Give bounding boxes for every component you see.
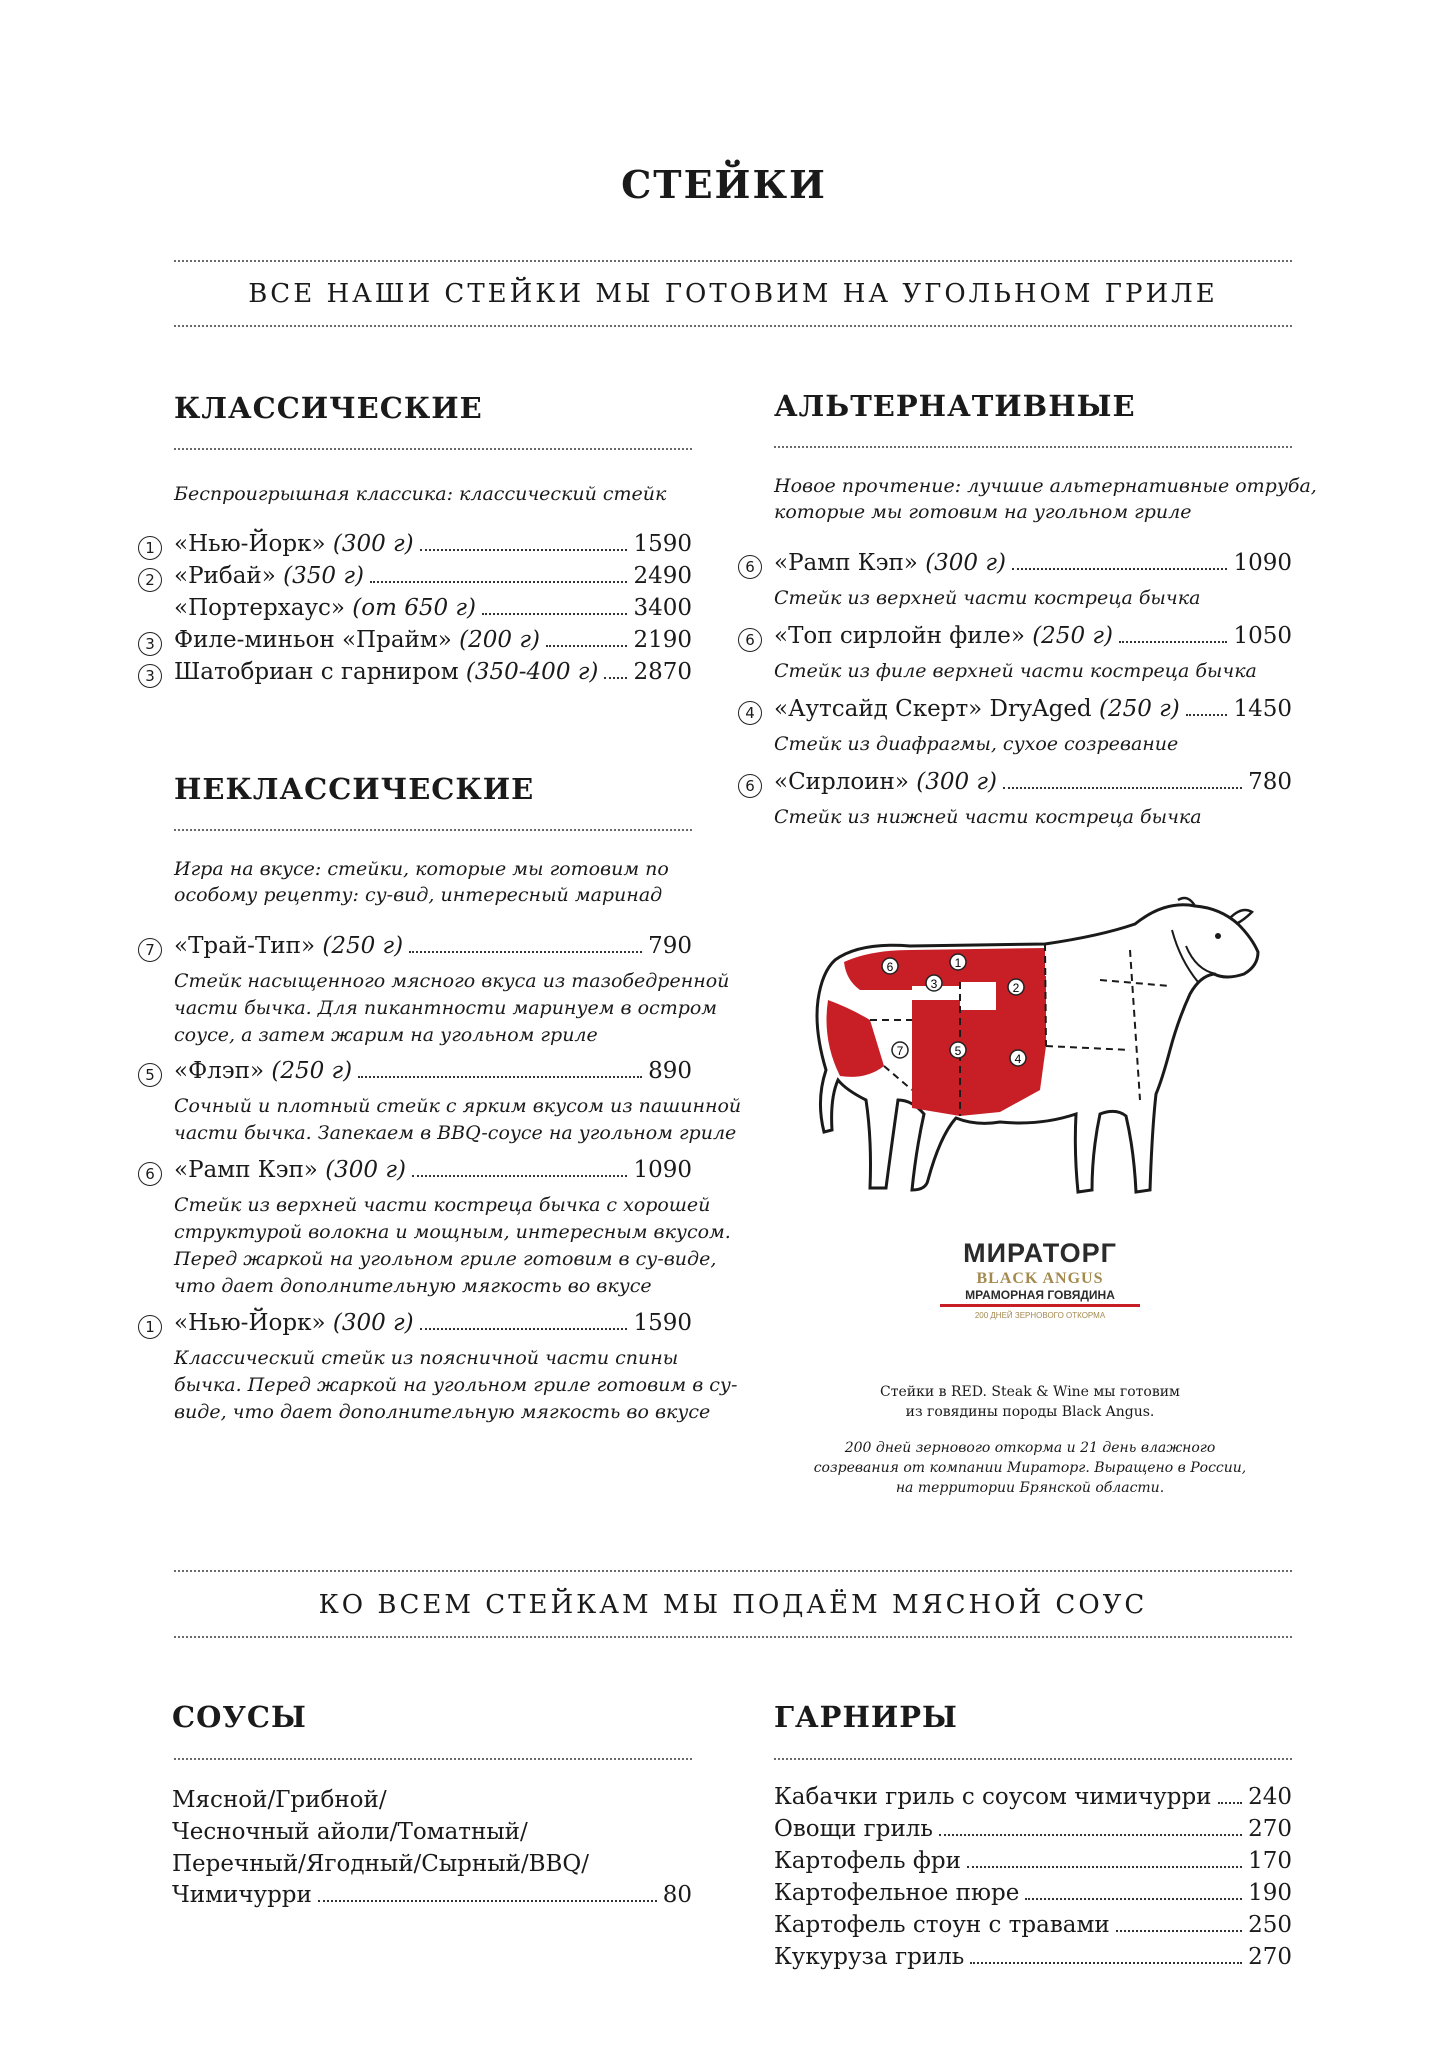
- description-line: виде, что дает дополнительную мягкость во вкусе: [174, 1401, 711, 1423]
- divider: [174, 325, 1292, 327]
- list-item: [145, 659, 692, 685]
- cut-number-badge: 2: [138, 568, 162, 592]
- description-line: Стейк из верхней части костреца бычка с хорошей: [174, 1194, 711, 1216]
- description-line: Классический стейк из поясничной части спины: [174, 1347, 679, 1369]
- item-weight: (350 г): [283, 563, 364, 589]
- caption-line: Стейки в RED. Steak & Wine мы готовим: [880, 1384, 1180, 1400]
- item-price: 170: [1248, 1848, 1292, 1874]
- list-item: [774, 1816, 1292, 1842]
- item-weight: (300 г): [925, 550, 1006, 576]
- cut-label: 2: [1012, 981, 1020, 995]
- dot-leader: [1186, 714, 1228, 716]
- cut-label: 1: [954, 956, 962, 970]
- dot-leader: [967, 1866, 1242, 1868]
- dot-leader: [420, 549, 628, 551]
- dot-leader: [358, 1076, 642, 1078]
- cut-number-badge: 3: [138, 664, 162, 688]
- list-item: [745, 769, 1292, 795]
- alternative-heading: АЛЬТЕРНАТИВНЫЕ: [774, 389, 1136, 423]
- item-name: «Трай-Тип»: [174, 933, 316, 959]
- item-name: «Нью-Йорк»: [174, 1310, 326, 1336]
- cut-number-badge: 6: [738, 555, 762, 579]
- item-weight: (250 г): [322, 933, 404, 959]
- list-item: [145, 563, 692, 589]
- sauces-heading: СОУСЫ: [172, 1700, 307, 1734]
- dot-leader: [412, 1175, 627, 1177]
- cut-marker-3: [926, 975, 942, 991]
- brand-line-1: BLACK ANGUS: [976, 1270, 1104, 1287]
- caption-origin: [760, 1438, 1300, 1498]
- cut-label: 5: [954, 1044, 962, 1058]
- item-price: 270: [1248, 1944, 1292, 1970]
- caption-line: 200 дней зернового откорма и 21 день влажного: [844, 1440, 1216, 1456]
- sauces-list: [172, 1784, 589, 1880]
- dot-leader: [420, 1328, 628, 1330]
- item-price: 240: [1248, 1784, 1292, 1810]
- item-price: 780: [1248, 769, 1292, 795]
- cut-number-badge: 5: [138, 1063, 162, 1087]
- description-line: Сочный и плотный стейк с ярким вкусом из пашинной: [174, 1095, 742, 1117]
- sauce-line: Мясной/Грибной/: [172, 1787, 387, 1813]
- item-price: 1590: [633, 1310, 692, 1336]
- description-line: соусе, а затем жарим на угольном гриле: [174, 1024, 598, 1046]
- sauce-line: Перечный/Ягодный/Сырный/BBQ/: [172, 1851, 590, 1877]
- dot-leader: [1116, 1930, 1242, 1932]
- list-item: [172, 1882, 692, 1908]
- item-name: «Рамп Кэп»: [774, 550, 918, 576]
- cow-eye: [1215, 933, 1221, 939]
- item-weight: (300 г): [332, 531, 414, 557]
- item-price: 270: [1248, 1816, 1292, 1842]
- item-price: 2190: [633, 627, 692, 653]
- list-item: [774, 1912, 1292, 1938]
- item-price: 890: [648, 1058, 692, 1084]
- cut-stripe: [912, 986, 996, 1000]
- cut-number-badge: 3: [138, 632, 162, 656]
- dot-leader: [370, 581, 628, 583]
- brand-name: МИРАТОРГ: [963, 1238, 1117, 1268]
- item-name: Картофель стоун с травами: [774, 1912, 1110, 1938]
- item-name: «Топ сирлойн филе»: [774, 623, 1025, 649]
- beef-cuts-illustration: [800, 890, 1270, 1220]
- description-line: бычка. Перед жаркой на угольном гриле готовим в су-: [174, 1374, 738, 1396]
- item-weight: (250 г): [271, 1058, 353, 1084]
- item-name: Чимичурри: [172, 1882, 312, 1908]
- intro-line: Игра на вкусе: стейки, которые мы готовим по: [174, 858, 669, 880]
- item-name: «Нью-Йорк»: [174, 531, 326, 557]
- brand-logo: [940, 1238, 1140, 1320]
- item-description: [174, 1192, 731, 1300]
- cut-label: 4: [1014, 1052, 1022, 1066]
- divider: [774, 446, 1292, 448]
- page-title: СТЕЙКИ: [621, 162, 827, 207]
- item-name: Кукуруза гриль: [774, 1944, 965, 1970]
- item-description: Стейк из диафрагмы, сухое созревание: [774, 733, 1179, 755]
- dot-leader: [1218, 1802, 1243, 1804]
- banner-top: ВСЕ НАШИ СТЕЙКИ МЫ ГОТОВИМ НА УГОЛЬНОМ ГРИЛЕ: [248, 279, 1218, 309]
- item-price: 2490: [633, 563, 692, 589]
- cut-number-badge: 6: [738, 628, 762, 652]
- item-description: [174, 1345, 737, 1426]
- item-weight: (350-400 г): [465, 659, 599, 685]
- item-name: Шатобриан с гарниром: [174, 659, 459, 685]
- divider: [174, 260, 1292, 262]
- dot-leader: [939, 1834, 1242, 1836]
- item-description: Стейк из филе верхней части костреца бычка: [774, 660, 1257, 682]
- intro-line: Новое прочтение: лучшие альтернативные отруба,: [774, 475, 1317, 497]
- dot-leader: [409, 951, 642, 953]
- list-item: [774, 1944, 1292, 1970]
- dot-leader: [1012, 568, 1227, 570]
- caption-line: из говядины породы Black Angus.: [905, 1404, 1155, 1420]
- item-weight: (300 г): [916, 769, 998, 795]
- nonclassic-heading: НЕКЛАССИЧЕСКИЕ: [174, 772, 535, 806]
- description-line: части бычка. Для пикантности маринуем в остром: [174, 997, 718, 1019]
- divider: [174, 1570, 1292, 1572]
- item-price: 190: [1248, 1880, 1292, 1906]
- dot-leader: [482, 613, 627, 615]
- item-description: [174, 968, 729, 1049]
- item-price: 2870: [633, 659, 692, 685]
- caption-line: на территории Брянской области.: [895, 1480, 1165, 1496]
- description-line: Стейк насыщенного мясного вкуса из тазобедренной: [174, 970, 730, 992]
- divider: [174, 1758, 692, 1760]
- list-item: [145, 1157, 692, 1183]
- dot-leader: [546, 645, 628, 647]
- cut-number-badge: 1: [138, 1315, 162, 1339]
- description-line: что дает дополнительную мягкость во вкусе: [174, 1275, 652, 1297]
- dot-leader: [1025, 1898, 1242, 1900]
- divider: [774, 1758, 1292, 1760]
- item-price: 1090: [1233, 550, 1292, 576]
- description-line: части бычка. Запекаем в BBQ-соусе на угольном гриле: [174, 1122, 737, 1144]
- divider: [174, 448, 692, 450]
- item-name: «Флэп»: [174, 1058, 265, 1084]
- item-description: Стейк из верхней части костреца бычка: [774, 587, 1201, 609]
- list-item: [174, 595, 692, 621]
- dot-leader: [1119, 641, 1227, 643]
- dot-leader: [318, 1900, 657, 1902]
- item-name: «Портерхаус»: [174, 595, 345, 621]
- list-item: [774, 1880, 1292, 1906]
- list-item: [145, 531, 692, 557]
- sauce-line: Чесночный айоли/Томатный/: [172, 1819, 528, 1845]
- item-name: «Аутсайд Скерт» DryAged: [774, 696, 1092, 722]
- cut-number-badge: 6: [138, 1162, 162, 1186]
- intro-line: которые мы готовим на угольном гриле: [774, 501, 1192, 523]
- item-weight: (200 г): [459, 627, 540, 653]
- classic-intro: Беспроигрышная классика: классический стейк: [174, 483, 667, 505]
- cut-label: 7: [896, 1044, 904, 1058]
- cut-marker-6: [882, 958, 898, 974]
- item-price: 1050: [1233, 623, 1292, 649]
- item-price: 250: [1248, 1912, 1292, 1938]
- banner-bottom: КО ВСЕМ СТЕЙКАМ МЫ ПОДАЁМ МЯСНОЙ СОУС: [318, 1590, 1148, 1620]
- description-line: структурой волокна и мощным, интересным вкусом.: [174, 1221, 731, 1243]
- alternative-intro: [774, 473, 1317, 525]
- list-item: [774, 1848, 1292, 1874]
- caption-breed: [760, 1382, 1300, 1422]
- list-item: [774, 1784, 1292, 1810]
- list-item: [145, 1058, 692, 1084]
- cut-number-badge: 4: [738, 701, 762, 725]
- item-name: «Рамп Кэп»: [174, 1157, 318, 1183]
- item-price: 1590: [633, 531, 692, 557]
- dot-leader: [970, 1962, 1242, 1964]
- brand-line-3: 200 ДНЕЙ ЗЕРНОВОГО ОТКОРМА: [974, 1311, 1106, 1320]
- cut-number-badge: 6: [738, 774, 762, 798]
- cut-marker-1: [950, 954, 966, 970]
- item-price: 1090: [633, 1157, 692, 1183]
- item-price: 790: [648, 933, 692, 959]
- item-weight: (300 г): [332, 1310, 414, 1336]
- list-item: [145, 627, 692, 653]
- item-price: 3400: [633, 595, 692, 621]
- list-item: [145, 1310, 692, 1336]
- caption-line: созревания от компании Мираторг. Выращено в России,: [813, 1460, 1247, 1476]
- item-price: 80: [662, 1882, 692, 1908]
- item-description: [174, 1093, 741, 1147]
- item-name: Картофель фри: [774, 1848, 961, 1874]
- cut-marker-4: [1010, 1050, 1026, 1066]
- item-description: Стейк из нижней части костреца бычка: [774, 806, 1202, 828]
- item-name: «Рибай»: [174, 563, 276, 589]
- dot-leader: [1003, 787, 1242, 789]
- item-name: Кабачки гриль с соусом чимичурри: [774, 1784, 1212, 1810]
- list-item: [745, 550, 1292, 576]
- cut-marker-5: [950, 1042, 966, 1058]
- item-weight: (250 г): [1032, 623, 1113, 649]
- divider: [174, 1636, 1292, 1638]
- list-item: [145, 933, 692, 959]
- dot-leader: [604, 677, 627, 679]
- divider: [174, 829, 692, 831]
- classic-heading: КЛАССИЧЕСКИЕ: [174, 391, 483, 425]
- cut-label: 3: [930, 977, 938, 991]
- item-price: 1450: [1233, 696, 1292, 722]
- item-name: «Сирлоин»: [774, 769, 909, 795]
- brand-line-2: МРАМОРНАЯ ГОВЯДИНА: [940, 1288, 1140, 1307]
- nonclassic-intro: [174, 856, 669, 908]
- item-name: Филе-миньон «Прайм»: [174, 627, 452, 653]
- item-weight: (300 г): [325, 1157, 406, 1183]
- list-item: [745, 623, 1292, 649]
- intro-line: особому рецепту: су-вид, интересный маринад: [174, 884, 663, 906]
- description-line: Перед жаркой на угольном гриле готовим в су-виде,: [174, 1248, 717, 1270]
- item-name: Овощи гриль: [774, 1816, 933, 1842]
- cut-number-badge: 7: [138, 938, 162, 962]
- list-item: [745, 696, 1292, 722]
- cut-number-badge: 1: [138, 536, 162, 560]
- cut-label: 6: [886, 960, 894, 974]
- cut-marker-7: [892, 1042, 908, 1058]
- item-weight: (от 650 г): [352, 595, 476, 621]
- garnishes-heading: ГАРНИРЫ: [774, 1700, 958, 1734]
- item-weight: (250 г): [1098, 696, 1180, 722]
- item-name: Картофельное пюре: [774, 1880, 1020, 1906]
- cut-marker-2: [1008, 979, 1024, 995]
